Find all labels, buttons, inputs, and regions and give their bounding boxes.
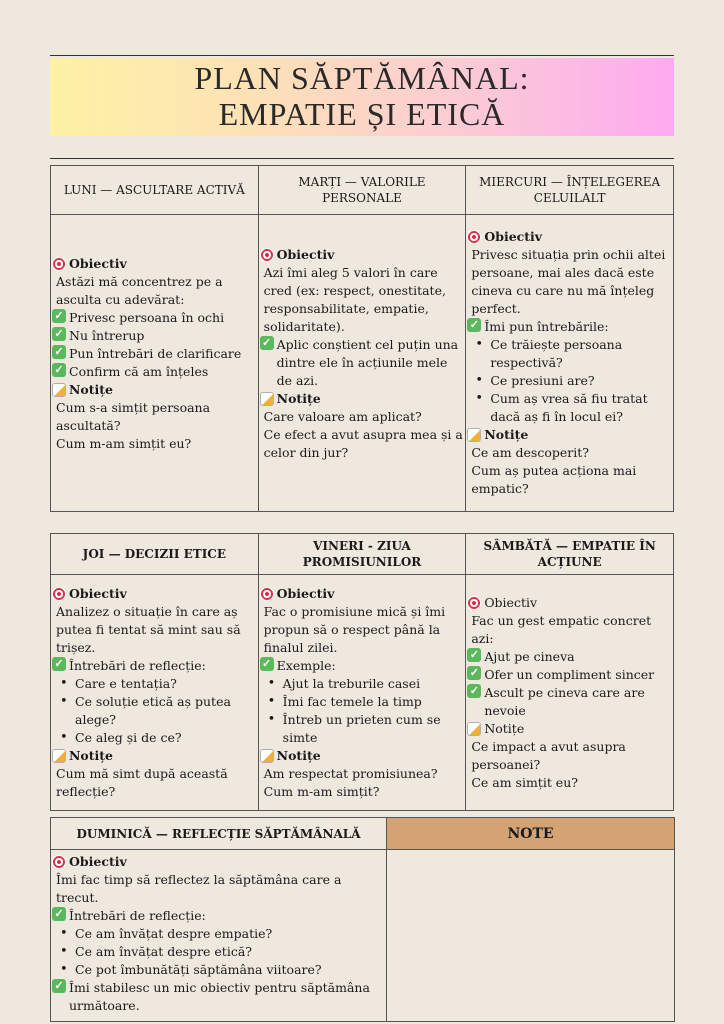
target-icon: [260, 248, 274, 262]
objective-label: Obiectiv: [276, 247, 335, 262]
check-icon: ✓: [260, 657, 274, 671]
target-icon: [467, 230, 481, 244]
note-line: Cum aș putea acționa mai empatic?: [471, 463, 637, 496]
memo-icon: [467, 722, 481, 736]
note-line: Ce impact a avut asupra persoanei?: [471, 738, 626, 772]
tuesday-header: MARȚI — VALORILE PERSONALE: [258, 166, 466, 215]
table-sunday-notes: [50, 817, 675, 1022]
table-mon-wed: [50, 165, 674, 512]
check-item: Confirm că am înțeles: [69, 364, 209, 379]
objective-text: Privesc situația prin ochii altei persoane, mai ales dacă este cineva cu care nu mă înțeleg perfect.: [471, 247, 666, 316]
check-icon: ✓: [467, 684, 481, 698]
wednesday-header: MIERCURI — ÎNȚELEGEREA CELUILALT: [466, 166, 674, 215]
check-item: Ascult pe cineva care are nevoie: [484, 684, 645, 718]
check-item: Ofer un compliment sincer: [484, 666, 655, 682]
check-icon: ✓: [52, 327, 66, 341]
check-item: Nu întrerup: [69, 328, 145, 343]
memo-icon: [260, 392, 274, 406]
target-icon: [52, 855, 66, 869]
note-line: Care valoare am aplicat?: [263, 409, 422, 424]
note-line: Am respectat promisiunea?: [263, 765, 438, 781]
notes-label: Notițe: [484, 427, 529, 442]
objective-label: Obiectiv: [69, 256, 127, 271]
check-item: Îmi stabilesc un mic obiectiv pentru săptămâna următoare.: [69, 980, 370, 1013]
check-item: Întrebări de reflecție:: [69, 908, 206, 923]
notes-label: Notițe: [276, 747, 321, 763]
memo-icon: [260, 749, 274, 763]
wednesday-cell: [466, 215, 674, 512]
check-item: Aplic conștient cel puțin una dintre ele în acțiunile mele de azi.: [276, 337, 459, 388]
bullet-item: • Întreb un prieten cum se simte: [266, 711, 465, 747]
check-icon: ✓: [52, 907, 66, 921]
objective-label: Obiectiv: [484, 594, 538, 610]
check-icon: ✓: [467, 648, 481, 662]
friday-cell: [258, 575, 466, 811]
notes-label: Notițe: [69, 747, 114, 763]
bullet-item: • Ce am învățat despre etică?: [58, 943, 385, 961]
bullet-item: • Ce aleg și de ce?: [58, 729, 257, 747]
monday-header: LUNI — ASCULTARE ACTIVĂ: [51, 166, 259, 215]
note-line: Cum m-am simțit eu?: [56, 436, 192, 451]
check-item: Pun întrebări de clarificare: [69, 346, 242, 361]
check-icon: ✓: [52, 657, 66, 671]
title-line-2: EMPATIE ȘI ETICĂ: [218, 96, 506, 132]
target-icon: [260, 587, 274, 601]
notes-box-area[interactable]: [387, 850, 675, 1022]
notes-box-header: NOTE: [387, 818, 675, 850]
memo-icon: [467, 428, 481, 442]
target-icon: [52, 257, 66, 271]
check-icon: ✓: [260, 336, 274, 350]
target-icon: [467, 596, 481, 610]
note-line: Cum s-a simțit persoana ascultată?: [56, 400, 211, 433]
target-icon: [52, 587, 66, 601]
notes-label: Notițe: [276, 391, 321, 406]
bullet-item: • Ce pot îmbunătăți săptămâna viitoare?: [58, 961, 385, 979]
note-line: Ce efect a avut asupra mea și a celor din jur?: [263, 427, 463, 460]
memo-icon: [52, 749, 66, 763]
bullet-item: • Care e tentația?: [58, 675, 257, 693]
thursday-cell: [51, 575, 259, 811]
objective-text: Fac un gest empatic concret azi:: [471, 612, 652, 646]
thursday-header: JOI — DECIZII ETICE: [51, 534, 259, 575]
bullet-item: • Ce presiuni are?: [473, 372, 672, 390]
check-icon: ✓: [467, 318, 481, 332]
objective-text: Analizez o situație în care aș putea fi tentat să mint sau să trișez.: [56, 603, 241, 655]
title-line-1: PLAN SĂPTĂMÂNAL:: [194, 60, 530, 96]
bullet-item: • Ce am învățat despre empatie?: [58, 925, 385, 943]
bullet-item: • Ce soluție etică aș putea alege?: [58, 693, 257, 729]
check-item: Privesc persoana în ochi: [69, 310, 225, 325]
check-item: Îmi pun întrebările:: [484, 319, 609, 334]
friday-header: VINERI - ZIUA PROMISIUNILOR: [258, 534, 466, 575]
objective-text: Azi îmi aleg 5 valori în care cred (ex: respect, onestitate, responsabilitate, empatie, solidaritate).: [263, 265, 446, 334]
objective-label: Obiectiv: [484, 229, 543, 244]
note-line: Cum mă simt după această reflecție?: [56, 765, 228, 799]
check-item: Întrebări de reflecție:: [69, 657, 206, 673]
table-thu-sat: [50, 533, 674, 811]
note-line: Ce am descoperit?: [471, 445, 589, 460]
divider-rule: [50, 158, 674, 159]
bullet-item: • Cum aș vrea să fiu tratat dacă aș fi în locul ei?: [473, 390, 672, 426]
monday-cell: [51, 215, 259, 512]
check-icon: ✓: [52, 363, 66, 377]
check-item: Exemple:: [276, 657, 336, 673]
sunday-cell: [51, 850, 387, 1022]
objective-text: Îmi fac timp să reflectez la săptămâna care a trecut.: [56, 872, 342, 905]
objective-label: Obiectiv: [276, 585, 335, 601]
bullet-item: • Îmi fac temele la timp: [266, 693, 465, 711]
objective-label: Obiectiv: [69, 585, 127, 601]
sunday-header: DUMINICĂ — REFLECȚIE SĂPTĂMÂNALĂ: [51, 818, 387, 850]
tuesday-cell: [258, 215, 466, 512]
objective-text: Astăzi mă concentrez pe a asculta cu adevărat:: [56, 274, 223, 307]
check-icon: ✓: [52, 345, 66, 359]
check-icon: ✓: [52, 979, 66, 993]
note-line: Cum m-am simțit?: [263, 783, 380, 799]
bullet-item: • Ce trăiește persoana respectivă?: [473, 336, 672, 372]
memo-icon: [52, 383, 66, 397]
saturday-cell: [466, 575, 674, 811]
title-top-rule: [50, 55, 674, 56]
notes-label: Notițe: [484, 720, 525, 736]
note-line: Ce am simțit eu?: [471, 774, 578, 790]
check-icon: ✓: [467, 666, 481, 680]
page-title: [50, 58, 674, 136]
bullet-item: • Ajut la treburile casei: [266, 675, 465, 693]
saturday-header: SÂMBĂTĂ — EMPATIE ÎN ACȚIUNE: [466, 534, 674, 575]
check-icon: ✓: [52, 309, 66, 323]
notes-label: Notițe: [69, 382, 114, 397]
objective-label: Obiectiv: [69, 854, 127, 869]
check-item: Ajut pe cineva: [484, 648, 575, 664]
objective-text: Fac o promisiune mică și îmi propun să o respect până la finalul zilei.: [263, 603, 446, 655]
